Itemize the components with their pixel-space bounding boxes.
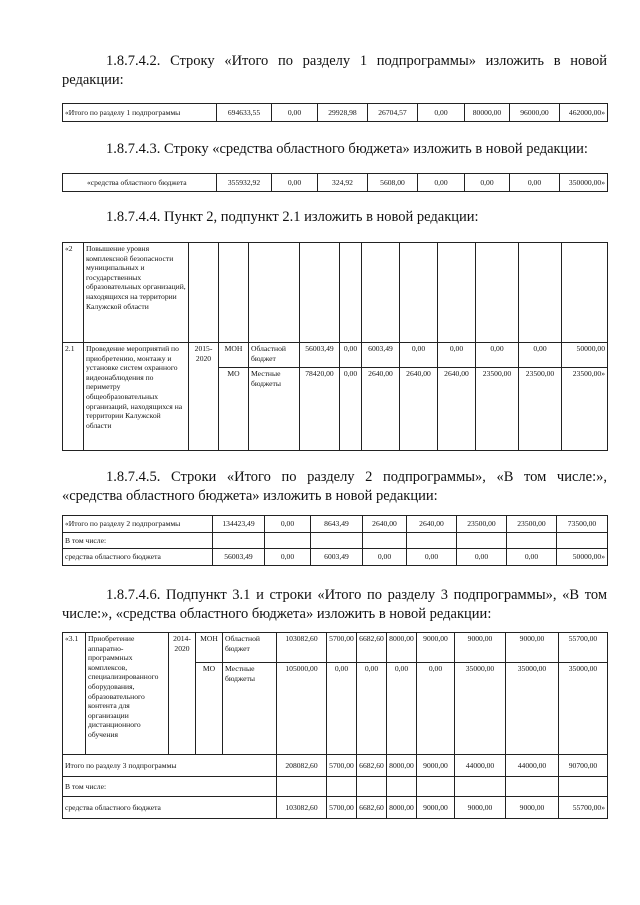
cell-value: 2640,00	[400, 368, 438, 451]
cell-value: 0,00	[400, 343, 438, 368]
cell-value: 0,00	[476, 343, 519, 368]
cell-value: 0,00	[418, 104, 465, 122]
table-row	[63, 549, 608, 566]
cell-value: 0,00	[465, 174, 510, 192]
cell-value: 0,00	[272, 174, 318, 192]
cell-value: 2640,00	[438, 368, 476, 451]
table-row	[63, 633, 608, 663]
cell-value: 2640,00	[362, 368, 400, 451]
cell-value: 78420,00	[300, 368, 340, 451]
table-section2-totals	[62, 515, 608, 566]
cell-value: 9000,00	[455, 633, 506, 663]
executor: МОН	[219, 343, 249, 368]
table-row	[63, 174, 608, 192]
cell-value: 134423,49	[213, 516, 265, 533]
row-label: «Итого по разделу 2 подпрограммы	[63, 516, 213, 533]
cell-value: 0,00	[387, 663, 417, 755]
table-row	[63, 104, 608, 122]
table-section1-total	[62, 103, 608, 122]
cell-value: 23500,00	[519, 368, 562, 451]
cell-value: 29928,98	[318, 104, 368, 122]
cell-value: 105000,00	[277, 663, 327, 755]
cell-value: 8000,00	[387, 755, 417, 777]
table-row	[63, 533, 608, 549]
cell-value: 208082,60	[277, 755, 327, 777]
cell-value: 8643,49	[311, 516, 363, 533]
cell-value: 73500,00	[557, 516, 608, 533]
table-row	[63, 755, 608, 777]
cell-value: 9000,00	[506, 797, 559, 819]
cell-value: 26704,57	[368, 104, 418, 122]
cell-value: 9000,00	[417, 755, 455, 777]
cell-value: 23500,00	[507, 516, 557, 533]
cell-value: 35000,00	[506, 663, 559, 755]
table-row	[63, 343, 608, 368]
funding-source: Местные бюджеты	[249, 368, 300, 451]
cell-value: 0,00	[519, 343, 562, 368]
table-row	[63, 777, 608, 797]
cell-value: 350000,00»	[560, 174, 608, 192]
cell-value: 9000,00	[455, 797, 506, 819]
funding-source: Местные бюджеты	[223, 663, 277, 755]
row-label: В том числе:	[63, 777, 277, 797]
cell-value: 5700,00	[327, 633, 357, 663]
cell-value: 56003,49	[213, 549, 265, 566]
cell-value: 0,00	[340, 343, 362, 368]
cell-value: 6003,49	[362, 343, 400, 368]
heading-1-8-7-4-4: 1.8.7.4.4. Пункт 2, подпункт 2.1 изложить в новой редакции:	[106, 209, 479, 225]
cell-value: 0,00	[265, 516, 311, 533]
item-years: 2015-2020	[189, 343, 219, 451]
item-years: 2014-2020	[169, 633, 196, 755]
row-label: В том числе:	[63, 533, 213, 549]
item-name: Повышение уровня комплексной безопасности муниципальных и государственных образовательных организаций, находящихся на территории Калужской области	[84, 243, 189, 343]
cell-value: 0,00	[507, 549, 557, 566]
cell-value: 103082,60	[277, 633, 327, 663]
table-row	[63, 797, 608, 819]
cell-value: 23500,00»	[562, 368, 608, 451]
heading-1-8-7-4-5: 1.8.7.4.5. Строки «Итого по разделу 2 подпрограммы», «В том числе:», «средства областного бюджета» изложить в новой редакции:	[62, 469, 607, 504]
cell-value: 50000,00	[562, 343, 608, 368]
cell-value: 0,00	[438, 343, 476, 368]
cell-value: 9000,00	[506, 633, 559, 663]
cell-value: 0,00	[417, 663, 455, 755]
cell-value: 5700,00	[327, 797, 357, 819]
table-item-2	[62, 242, 608, 451]
row-number: «3.1	[63, 633, 86, 755]
cell-value: 0,00	[510, 174, 560, 192]
row-number: «2	[63, 243, 84, 343]
cell-value: 80000,00	[465, 104, 510, 122]
cell-value: 55700,00	[559, 633, 608, 663]
cell-value: 0,00	[327, 663, 357, 755]
cell-value: 9000,00	[417, 633, 455, 663]
cell-value: 8000,00	[387, 633, 417, 663]
item-name: Проведение мероприятий по приобретению, монтажу и установке систем охранного видеонаблюдения по периметру общеобразовательных организаций, находящихся на территории Калужской области	[84, 343, 189, 451]
cell-value: 0,00	[418, 174, 465, 192]
cell-value: 50000,00»	[557, 549, 608, 566]
cell-value: 44000,00	[506, 755, 559, 777]
row-label: «Итого по разделу 1 подпрограммы	[63, 104, 217, 122]
cell-value: 0,00	[407, 549, 457, 566]
table-row	[63, 243, 608, 343]
cell-value: 8000,00	[387, 797, 417, 819]
item-name: Приобретение аппаратно-программных комплексов, специализированного оборудования, образовательного контента для организации дистанционного обучения	[86, 633, 169, 755]
cell-value: 0,00	[457, 549, 507, 566]
cell-value: 90700,00	[559, 755, 608, 777]
cell-value: 44000,00	[455, 755, 506, 777]
cell-value: 6003,49	[311, 549, 363, 566]
cell-value: 5608,00	[368, 174, 418, 192]
cell-value: 5700,00	[327, 755, 357, 777]
cell-value: 23500,00	[457, 516, 507, 533]
cell-value: 355932,92	[217, 174, 272, 192]
cell-value: 0,00	[357, 663, 387, 755]
cell-value: 9000,00	[417, 797, 455, 819]
cell-value: 6682,60	[357, 755, 387, 777]
cell-value: 0,00	[363, 549, 407, 566]
row-label: «средства областного бюджета	[63, 174, 217, 192]
cell-value: 0,00	[340, 368, 362, 451]
executor: МО	[196, 663, 223, 755]
cell-value: 6682,60	[357, 797, 387, 819]
cell-value: 103082,60	[277, 797, 327, 819]
cell-value: 6682,60	[357, 633, 387, 663]
heading-1-8-7-4-2: 1.8.7.4.2. Строку «Итого по разделу 1 подпрограммы» изложить в новой редакции:	[62, 53, 607, 88]
executor: МО	[219, 368, 249, 451]
cell-value: 96000,00	[510, 104, 560, 122]
heading-1-8-7-4-6: 1.8.7.4.6. Подпункт 3.1 и строки «Итого по разделу 3 подпрограммы», «В том числе:», «средства областного бюджета» изложить в новой редакции:	[62, 587, 607, 622]
row-number: 2.1	[63, 343, 84, 451]
cell-value: 35000,00	[455, 663, 506, 755]
heading-1-8-7-4-3: 1.8.7.4.3. Строку «средства областного бюджета» изложить в новой редакции:	[106, 141, 588, 157]
row-label: средства областного бюджета	[63, 797, 277, 819]
cell-value: 35000,00	[559, 663, 608, 755]
cell-value: 0,00	[265, 549, 311, 566]
cell-value: 55700,00»	[559, 797, 608, 819]
cell-value: 462000,00»	[560, 104, 608, 122]
cell-value: 694633,55	[217, 104, 272, 122]
cell-value: 324,92	[318, 174, 368, 192]
cell-value: 2640,00	[363, 516, 407, 533]
table-row	[63, 516, 608, 533]
table-item-3-1	[62, 632, 608, 819]
funding-source: Областной бюджет	[249, 343, 300, 368]
cell-value: 2640,00	[407, 516, 457, 533]
table-section2-regional	[62, 173, 608, 192]
row-label: средства областного бюджета	[63, 549, 213, 566]
row-label: Итого по разделу 3 подпрограммы	[63, 755, 277, 777]
cell-value: 0,00	[272, 104, 318, 122]
cell-value: 23500,00	[476, 368, 519, 451]
cell-value: 56003,49	[300, 343, 340, 368]
executor: МОН	[196, 633, 223, 663]
funding-source: Областной бюджет	[223, 633, 277, 663]
